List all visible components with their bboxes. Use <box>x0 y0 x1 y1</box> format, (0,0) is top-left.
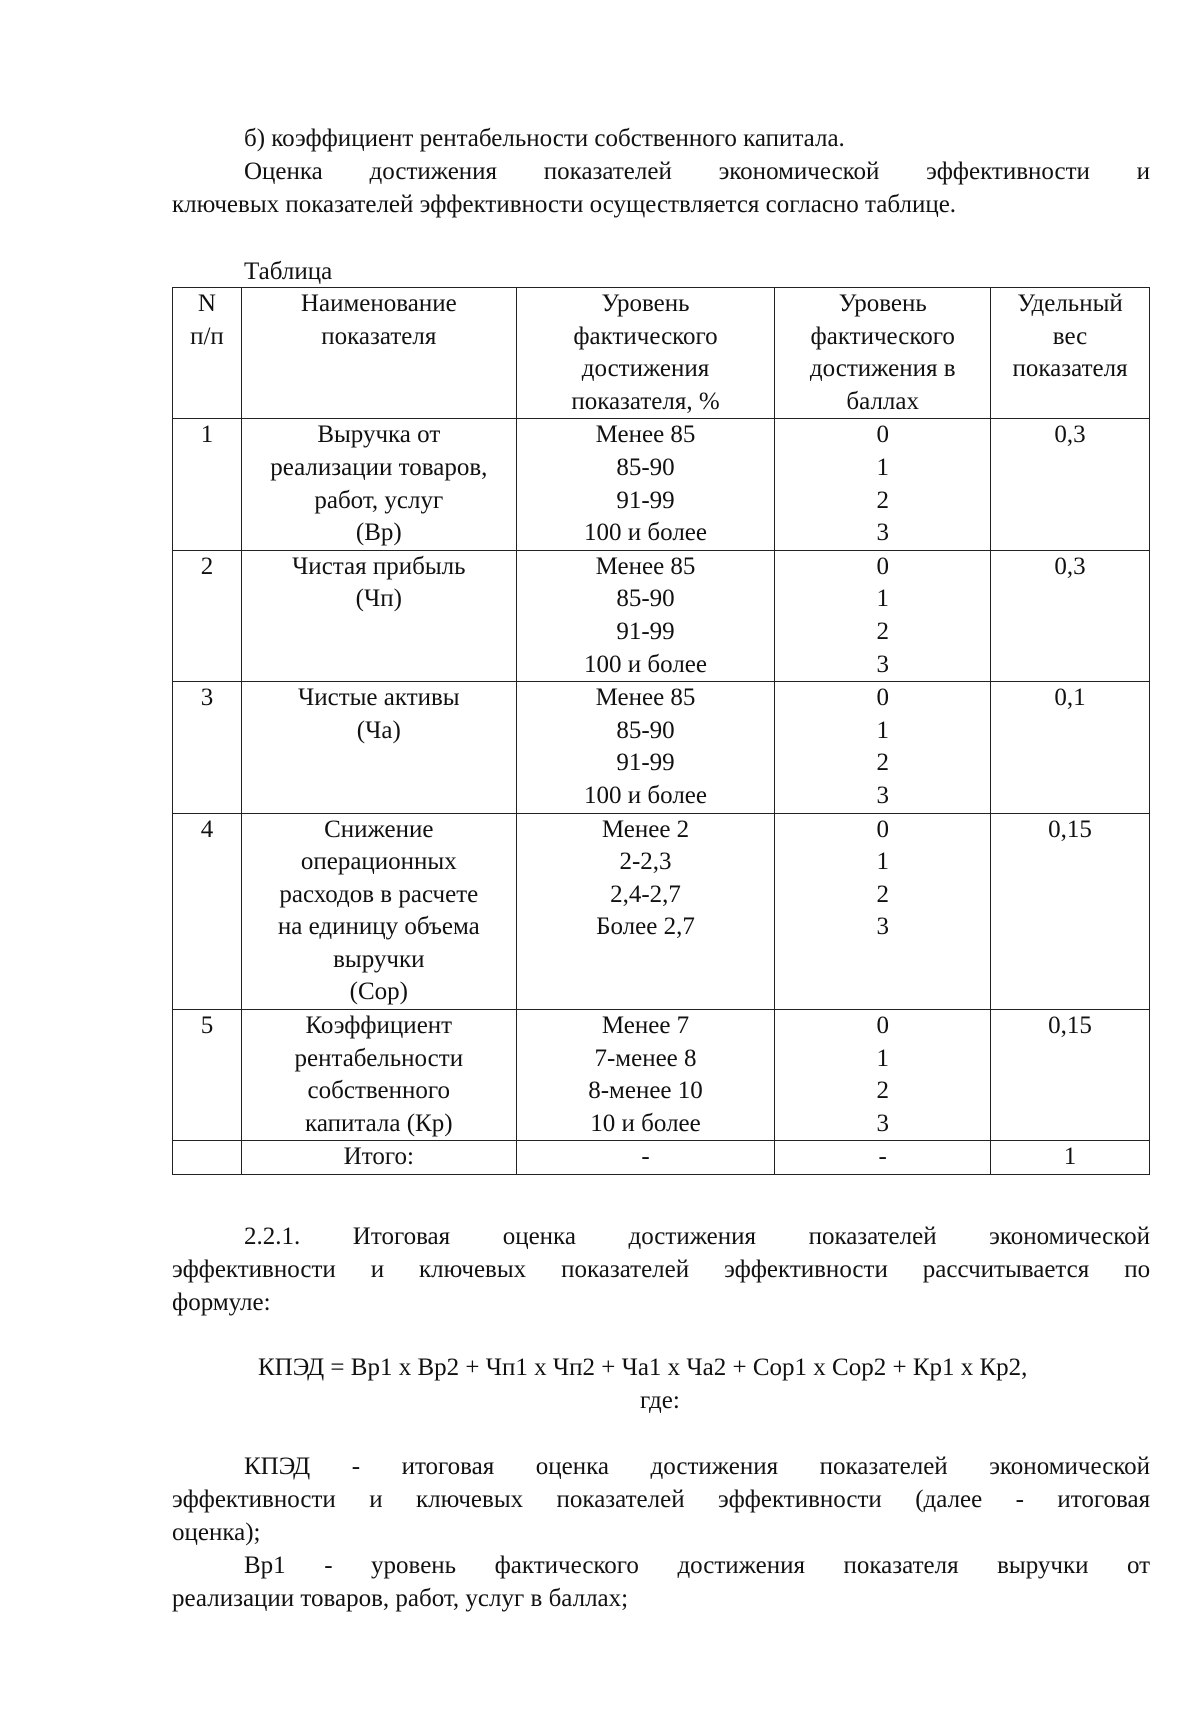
row-name-text: собственного <box>307 1077 451 1105</box>
row-weight-text: 0,15 <box>1048 815 1092 843</box>
definition-kped-word: - <box>1015 1486 1024 1513</box>
header-level-points-text: фактического <box>810 322 955 350</box>
header-name-text: показателя <box>321 322 437 350</box>
row-name-text: операционных <box>300 848 457 876</box>
section-221-word: Итоговая <box>352 1223 451 1250</box>
row-levels-text: 10 и более <box>590 1109 701 1137</box>
row-weight <box>991 550 1150 681</box>
definition-kped-word: (далее <box>915 1486 983 1513</box>
row-weight <box>991 1010 1150 1141</box>
total-weight <box>991 1141 1150 1175</box>
intro-paragraph-word: показателей <box>543 158 672 185</box>
definition-kped-word: достижения <box>650 1453 779 1480</box>
definition-kped-word: оценка <box>535 1453 610 1480</box>
row-points <box>775 419 991 550</box>
header-level-percent-text: показателя, % <box>571 387 720 415</box>
row-name-text: реализации товаров, <box>270 453 488 481</box>
header-num-text: п/п <box>190 322 224 350</box>
indicators-table <box>172 287 1150 1175</box>
definition-kped-word: экономической <box>989 1453 1151 1480</box>
table-total-row <box>173 1141 1150 1175</box>
row-levels-text: 100 и более <box>584 519 707 547</box>
row-points-text: 0 <box>876 552 889 580</box>
table-row <box>173 419 1150 550</box>
row-levels <box>516 1010 775 1141</box>
total-label-text: Итого: <box>343 1143 414 1171</box>
row-weight-text: 0,3 <box>1054 552 1086 580</box>
row-levels-text: 85-90 <box>616 453 675 481</box>
row-levels-text: Менее 85 <box>595 684 696 712</box>
row-name-text: работ, услуг <box>314 486 444 514</box>
total-points-text: - <box>878 1143 887 1171</box>
header-level-percent-text: достижения <box>581 355 710 383</box>
definition-kped-line2 <box>172 1484 1150 1516</box>
row-name-text: расходов в расчете <box>279 880 479 908</box>
section-221-word: эффективности <box>724 1256 888 1283</box>
row-points-text: 3 <box>876 781 889 809</box>
header-level-points-text: достижения в <box>809 355 956 383</box>
row-points-text: 2 <box>876 749 889 777</box>
row-weight <box>991 682 1150 813</box>
row-levels-text: Более 2,7 <box>596 913 695 941</box>
row-points-text: 0 <box>876 815 889 843</box>
row-num-text: 3 <box>200 684 214 712</box>
total-weight-text: 1 <box>1063 1143 1077 1171</box>
row-points-text: 2 <box>876 1077 889 1105</box>
definition-kped-word: КПЭД <box>244 1453 311 1480</box>
row-points-text: 1 <box>876 585 889 613</box>
row-num-text: 4 <box>200 815 214 843</box>
header-weight-text: вес <box>1052 322 1088 350</box>
definition-kped-word: эффективности <box>172 1486 336 1513</box>
row-levels-text: 85-90 <box>616 585 675 613</box>
definition-kped-word: показателей <box>556 1486 685 1513</box>
row-levels-text: 91-99 <box>616 617 675 645</box>
row-levels-text: 91-99 <box>616 486 675 514</box>
row-points-text: 3 <box>876 913 889 941</box>
row-name-text: Выручка от <box>317 421 441 449</box>
row-points-text: 1 <box>876 716 889 744</box>
header-level-percent <box>516 288 775 419</box>
definition-kped-word: итоговая <box>1057 1486 1151 1513</box>
intro-paragraph-word: экономической <box>718 158 880 185</box>
row-weight-text: 0,15 <box>1048 1012 1092 1040</box>
section-221-word: по <box>1124 1256 1151 1283</box>
row-weight <box>991 419 1150 550</box>
row-levels-text: 2-2,3 <box>619 848 672 876</box>
section-221-word: оценка <box>502 1223 576 1250</box>
total-level <box>516 1141 775 1175</box>
row-weight-text: 0,1 <box>1054 684 1086 712</box>
definition-kped-word: ключевых <box>416 1486 524 1513</box>
header-weight-text: показателя <box>1012 355 1128 383</box>
table-row <box>173 813 1150 1010</box>
row-points-text: 3 <box>876 650 889 678</box>
row-levels <box>516 813 775 1010</box>
definition-vr1-word: фактического <box>494 1552 639 1579</box>
row-name-text: Чистые активы <box>297 684 460 712</box>
table-row <box>173 550 1150 681</box>
row-num <box>173 813 242 1010</box>
row-name-text: Коэффициент <box>305 1012 453 1040</box>
definition-vr1-word: - <box>324 1552 333 1579</box>
total-num-text <box>177 1141 237 1174</box>
kped-formula: КПЭД = Вр1 х Вр2 + Чп1 х Чп2 + Ча1 х Ча2 + Сор1 х Сор2 + Кр1 х Кр2, <box>258 1354 1028 1381</box>
row-num-text: 2 <box>200 552 214 580</box>
header-weight <box>991 288 1150 419</box>
table-caption: Таблица <box>244 258 333 285</box>
table-row <box>173 682 1150 813</box>
total-points <box>775 1141 991 1175</box>
row-points-text: 2 <box>876 617 889 645</box>
header-num-text: N <box>197 290 216 317</box>
section-221-word: показателей <box>561 1256 690 1283</box>
row-num <box>173 682 242 813</box>
row-levels-text: 85-90 <box>616 716 675 744</box>
section-221-word: рассчитывается <box>922 1256 1090 1283</box>
total-label <box>241 1141 516 1175</box>
row-points <box>775 550 991 681</box>
section-221-word: показателей <box>808 1223 937 1250</box>
definition-vr1-word: показателя <box>843 1552 959 1579</box>
row-levels-text: Менее 85 <box>595 552 696 580</box>
row-points-text: 1 <box>876 1044 889 1072</box>
row-points <box>775 1010 991 1141</box>
section-221-line1 <box>244 1221 1150 1253</box>
definition-kped-word: и <box>369 1486 383 1513</box>
definition-vr1-word: от <box>1126 1552 1151 1579</box>
row-name-text: на единицу объема <box>277 913 480 941</box>
row-name <box>241 1010 516 1141</box>
row-points-text: 3 <box>876 519 889 547</box>
definition-vr1-word: уровень <box>371 1552 457 1579</box>
row-levels-text: 91-99 <box>616 749 675 777</box>
row-name <box>241 550 516 681</box>
section-221-word: экономической <box>989 1223 1151 1250</box>
definition-kped-word: эффективности <box>718 1486 882 1513</box>
definition-vr1-line1 <box>244 1550 1150 1582</box>
row-weight-text: 0,3 <box>1054 421 1086 449</box>
header-weight-text: Удельный <box>1017 290 1123 317</box>
header-level-points-text: Уровень <box>838 290 927 317</box>
row-name-text: выручки <box>333 945 425 973</box>
header-num <box>173 288 242 419</box>
row-name-text: рентабельности <box>294 1044 464 1072</box>
row-levels-text: 7-менее 8 <box>594 1044 697 1072</box>
row-weight <box>991 813 1150 1010</box>
header-name <box>241 288 516 419</box>
row-num <box>173 550 242 681</box>
row-points-text: 3 <box>876 1109 889 1137</box>
definition-vr1-word: выручки <box>997 1552 1089 1579</box>
intro-paragraph-line1 <box>244 156 1150 188</box>
section-221-line2 <box>172 1254 1150 1286</box>
definition-kped-word: итоговая <box>401 1453 495 1480</box>
row-points-text: 1 <box>876 453 889 481</box>
section-221-word: эффективности <box>172 1256 336 1283</box>
table-header-row <box>173 288 1150 419</box>
total-num <box>173 1141 242 1175</box>
intro-paragraph-word: достижения <box>369 158 498 185</box>
row-name-text: капитала (Кр) <box>305 1109 453 1137</box>
row-points-text: 2 <box>876 880 889 908</box>
row-levels <box>516 419 775 550</box>
definition-kped-word: показателей <box>819 1453 948 1480</box>
definition-kped-line1 <box>244 1451 1150 1483</box>
definition-kped-word: - <box>351 1453 361 1480</box>
intro-paragraph-line2: ключевых показателей эффективности осуществляется согласно таблице. <box>172 191 957 218</box>
definition-vr1-word: Вр1 <box>244 1552 286 1579</box>
row-points <box>775 682 991 813</box>
intro-paragraph-word: Оценка <box>244 158 323 185</box>
row-num-text: 1 <box>200 421 214 449</box>
header-level-percent-text: фактического <box>573 322 718 350</box>
header-level-points-text: баллах <box>846 387 919 415</box>
row-name <box>241 419 516 550</box>
intro-paragraph-word: и <box>1136 158 1151 185</box>
row-name-text: Чистая прибыль <box>292 552 466 580</box>
definition-vr1-word: достижения <box>677 1552 805 1579</box>
intro-paragraph-word: эффективности <box>926 158 1090 185</box>
section-221-word: 2.2.1. <box>244 1223 301 1250</box>
row-levels-text: 100 и более <box>584 781 707 809</box>
section-221-line3: формуле: <box>172 1289 271 1316</box>
header-level-percent-text: Уровень <box>601 290 690 317</box>
row-points <box>775 813 991 1010</box>
definition-kped-line3: оценка); <box>172 1519 261 1546</box>
formula-where: где: <box>640 1387 680 1414</box>
section-221-word: достижения <box>628 1223 757 1250</box>
row-points-text: 2 <box>876 486 889 514</box>
row-points-text: 0 <box>876 421 889 449</box>
row-points-text: 0 <box>876 684 889 712</box>
row-levels-text: Менее 85 <box>595 421 696 449</box>
header-level-points <box>775 288 991 419</box>
row-levels-text: Менее 7 <box>601 1012 690 1040</box>
row-name-text: (Чп) <box>355 585 402 613</box>
row-points-text: 0 <box>876 1012 889 1040</box>
row-num-text: 5 <box>200 1012 214 1040</box>
row-name <box>241 813 516 1010</box>
row-levels-text: Менее 2 <box>601 815 690 843</box>
row-name-text: (Сор) <box>349 978 408 1006</box>
row-num <box>173 1010 242 1141</box>
row-levels <box>516 550 775 681</box>
item-b-line: б) коэффициент рентабельности собственного капитала. <box>244 125 845 152</box>
row-levels-text: 2,4-2,7 <box>610 880 681 908</box>
section-221-word: ключевых <box>419 1256 527 1283</box>
row-name-text: (Ча) <box>356 716 401 744</box>
definition-vr1-line2: реализации товаров, работ, услуг в баллах; <box>172 1585 629 1612</box>
row-num <box>173 419 242 550</box>
total-level-text: - <box>641 1143 650 1171</box>
header-name-text: Наименование <box>300 290 457 317</box>
row-levels-text: 8-менее 10 <box>588 1077 703 1105</box>
row-name-text: Снижение <box>324 815 434 843</box>
row-name <box>241 682 516 813</box>
row-levels-text: 100 и более <box>584 650 707 678</box>
row-levels <box>516 682 775 813</box>
section-221-word: и <box>370 1256 385 1283</box>
table-row <box>173 1010 1150 1141</box>
row-name-text: (Вр) <box>355 519 402 547</box>
row-points-text: 1 <box>876 848 889 876</box>
